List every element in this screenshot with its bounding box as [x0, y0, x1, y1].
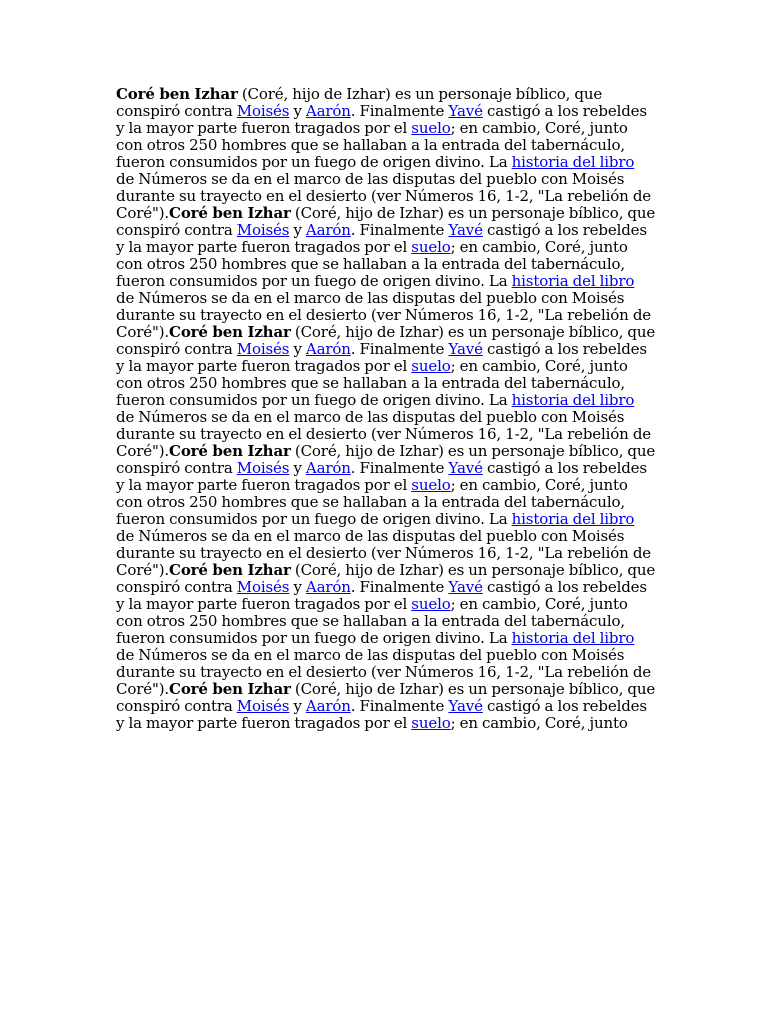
link-historia-del-libro[interactable]: historia del libro — [511, 153, 635, 171]
body-text: ; en cambio, Coré, junto con otros 250 hombres que se hallaban a la entrada del tabernáculo, fueron consumidos por un fuego de origen divino. La — [116, 476, 628, 528]
body-text: y — [289, 697, 306, 715]
body-text: ; en cambio, Coré, junto con otros 250 hombres que se hallaban a la entrada del tabernáculo, fueron consumidos por un fuego de origen divino. La — [116, 595, 628, 647]
link-aaron[interactable]: Aarón — [305, 459, 351, 477]
link-moises[interactable]: Moisés — [236, 102, 290, 120]
link-yave[interactable]: Yavé — [448, 578, 483, 596]
link-historia-del-libro[interactable]: historia del libro — [511, 510, 635, 528]
body-text: castigó a los rebeldes y la mayor parte fueron tragados por el — [116, 459, 647, 494]
link-aaron[interactable]: Aarón — [305, 578, 351, 596]
body-text: ; en cambio, Coré, junto con otros 250 hombres que se hallaban a la entrada del tabernáculo, fueron consumidos por un fuego de origen divino. La — [116, 238, 628, 290]
link-yave[interactable]: Yavé — [448, 697, 483, 715]
body-text: de Números se da en el marco de las disputas del pueblo con Moisés durante su trayecto en el desierto (ver Números 16, 1-2, "La rebelión de Coré"). — [116, 408, 651, 460]
subject-name-bold: Coré ben Izhar — [116, 85, 238, 103]
body-text: y — [289, 221, 306, 239]
subject-name-bold: Coré ben Izhar — [169, 680, 291, 698]
link-moises[interactable]: Moisés — [236, 340, 290, 358]
link-historia-del-libro[interactable]: historia del libro — [511, 272, 635, 290]
body-text: . Finalmente — [350, 578, 449, 596]
link-suelo[interactable]: suelo — [411, 476, 451, 494]
body-text: y — [289, 102, 306, 120]
link-aaron[interactable]: Aarón — [305, 340, 351, 358]
link-historia-del-libro[interactable]: historia del libro — [511, 629, 635, 647]
body-text: ; en cambio, Coré, junto — [450, 714, 628, 732]
document-page — [116, 86, 656, 732]
body-text: castigó a los rebeldes y la mayor parte fueron tragados por el — [116, 340, 647, 375]
body-text: (Coré, hijo de Izhar) es un personaje bíblico, que conspiró contra — [116, 442, 656, 477]
body-text: (Coré, hijo de Izhar) es un personaje bíblico, que conspiró contra — [116, 561, 656, 596]
subject-name-bold: Coré ben Izhar — [169, 323, 291, 341]
body-text: ; en cambio, Coré, junto con otros 250 hombres que se hallaban a la entrada del tabernáculo, fueron consumidos por un fuego de origen divino. La — [116, 357, 628, 409]
link-aaron[interactable]: Aarón — [305, 697, 351, 715]
link-suelo[interactable]: suelo — [411, 714, 451, 732]
body-text: castigó a los rebeldes y la mayor parte fueron tragados por el — [116, 578, 647, 613]
body-text: y — [289, 459, 306, 477]
body-text: castigó a los rebeldes y la mayor parte fueron tragados por el — [116, 102, 647, 137]
link-historia-del-libro[interactable]: historia del libro — [511, 391, 635, 409]
body-text: . Finalmente — [350, 340, 449, 358]
body-text: de Números se da en el marco de las disputas del pueblo con Moisés durante su trayecto en el desierto (ver Números 16, 1-2, "La rebelión de Coré"). — [116, 170, 651, 222]
body-text: de Números se da en el marco de las disputas del pueblo con Moisés durante su trayecto en el desierto (ver Números 16, 1-2, "La rebelión de Coré"). — [116, 527, 651, 579]
body-text: . Finalmente — [350, 221, 449, 239]
link-aaron[interactable]: Aarón — [305, 102, 351, 120]
link-suelo[interactable]: suelo — [411, 357, 451, 375]
body-text: castigó a los rebeldes y la mayor parte fueron tragados por el — [116, 221, 647, 256]
body-text: (Coré, hijo de Izhar) es un personaje bíblico, que conspiró contra — [116, 323, 656, 358]
link-moises[interactable]: Moisés — [236, 697, 290, 715]
link-suelo[interactable]: suelo — [411, 238, 451, 256]
subject-name-bold: Coré ben Izhar — [169, 204, 291, 222]
body-text: y — [289, 578, 306, 596]
subject-name-bold: Coré ben Izhar — [169, 561, 291, 579]
article-paragraph — [116, 86, 656, 732]
body-text: . Finalmente — [350, 697, 449, 715]
body-text: de Números se da en el marco de las disputas del pueblo con Moisés durante su trayecto en el desierto (ver Números 16, 1-2, "La rebelión de Coré"). — [116, 646, 651, 698]
link-moises[interactable]: Moisés — [236, 578, 290, 596]
link-yave[interactable]: Yavé — [448, 459, 483, 477]
link-aaron[interactable]: Aarón — [305, 221, 351, 239]
body-text: (Coré, hijo de Izhar) es un personaje bíblico, que conspiró contra — [116, 204, 656, 239]
body-text: ; en cambio, Coré, junto con otros 250 hombres que se hallaban a la entrada del tabernáculo, fueron consumidos por un fuego de origen divino. La — [116, 119, 628, 171]
link-yave[interactable]: Yavé — [448, 102, 483, 120]
link-suelo[interactable]: suelo — [411, 119, 451, 137]
body-text: (Coré, hijo de Izhar) es un personaje bíblico, que conspiró contra — [116, 85, 603, 120]
link-moises[interactable]: Moisés — [236, 459, 290, 477]
body-text: castigó a los rebeldes y la mayor parte fueron tragados por el — [116, 697, 647, 732]
subject-name-bold: Coré ben Izhar — [169, 442, 291, 460]
body-text: . Finalmente — [350, 102, 449, 120]
link-moises[interactable]: Moisés — [236, 221, 290, 239]
link-yave[interactable]: Yavé — [448, 340, 483, 358]
body-text: (Coré, hijo de Izhar) es un personaje bíblico, que conspiró contra — [116, 680, 656, 715]
link-suelo[interactable]: suelo — [411, 595, 451, 613]
body-text: . Finalmente — [350, 459, 449, 477]
link-yave[interactable]: Yavé — [448, 221, 483, 239]
body-text: y — [289, 340, 306, 358]
body-text: de Números se da en el marco de las disputas del pueblo con Moisés durante su trayecto en el desierto (ver Números 16, 1-2, "La rebelión de Coré"). — [116, 289, 651, 341]
